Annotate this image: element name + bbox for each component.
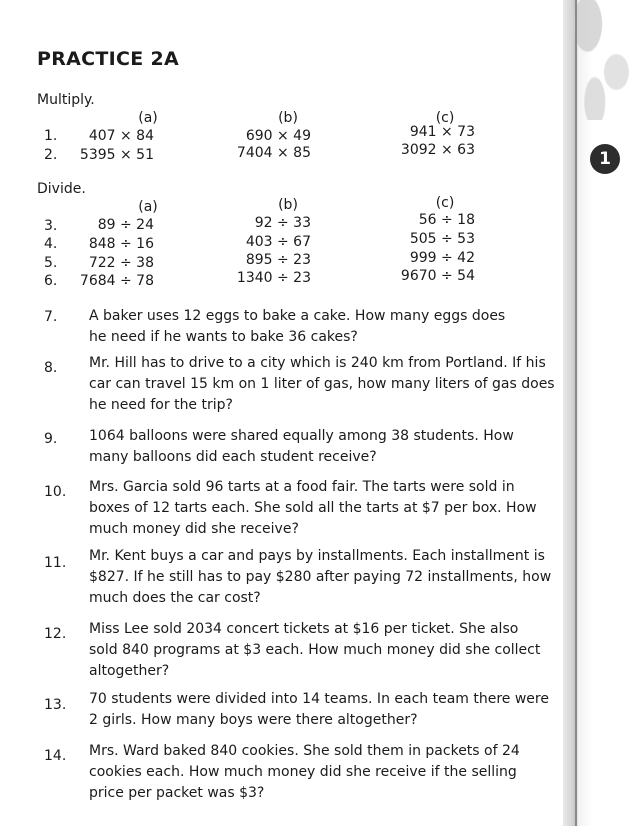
expression-c: 9670 ÷ 54 — [400, 268, 475, 284]
column-header-b: (b) — [278, 197, 298, 213]
expression-b: 92 ÷ 33 — [254, 215, 311, 231]
expression-a: 848 ÷ 16 — [88, 236, 154, 252]
expression-c: 999 ÷ 42 — [409, 250, 475, 266]
chapter-number-badge: 1 — [590, 144, 620, 174]
exercise-number: 5. — [44, 255, 58, 271]
expression-c: 3092 × 63 — [400, 142, 475, 158]
problem-number: 12. — [44, 626, 67, 642]
expression-b: 7404 × 85 — [236, 145, 311, 161]
divide-label: Divide. — [37, 181, 86, 197]
page-fold-line — [575, 0, 577, 826]
exercise-number: 6. — [44, 273, 58, 289]
column-header-c: (c) — [435, 110, 455, 126]
problem-text: Mr. Hill has to drive to a city which is 240 km from Portland. If his car can travel 15 km on 1 liter of gas, how many liters of gas does he need for the trip? — [89, 355, 555, 413]
expression-c: 941 × 73 — [409, 124, 475, 140]
expression-a: 407 × 84 — [88, 128, 154, 144]
multiply-label: Multiply. — [37, 92, 95, 108]
problem-text: Mrs. Ward baked 840 cookies. She sold them in packets of 24 cookies each. How much money did she receive if the selling price per packet was $3? — [89, 743, 520, 801]
exercise-number: 2. — [44, 147, 58, 163]
problem-number: 9. — [44, 431, 58, 447]
problem-text: 1064 balloons were shared equally among 38 students. How many balloons did each student receive? — [89, 428, 514, 465]
expression-a: 722 ÷ 38 — [88, 255, 154, 271]
problem-number: 7. — [44, 309, 58, 325]
column-header-c: (c) — [435, 195, 455, 211]
column-header-a: (a) — [138, 110, 158, 126]
problem-text: Mr. Kent buys a car and pays by installments. Each installment is $827. If he still has to pay $280 after paying 72 installments, how much does the car cost? — [89, 548, 552, 606]
expression-c: 505 ÷ 53 — [409, 231, 475, 247]
problem-number: 8. — [44, 360, 58, 376]
expression-a: 7684 ÷ 78 — [79, 273, 154, 289]
problem-text: A baker uses 12 eggs to bake a cake. How many eggs does he need if he wants to bake 36 cakes? — [89, 308, 506, 345]
problem-number: 13. — [44, 697, 67, 713]
problem-number: 11. — [44, 555, 67, 571]
problem-text: Mrs. Garcia sold 96 tarts at a food fair. The tarts were sold in boxes of 12 tarts each. She sold all the tarts at $7 per box. How much money did she receive? — [89, 479, 537, 537]
column-header-b: (b) — [278, 110, 298, 126]
exercise-number: 3. — [44, 218, 58, 234]
expression-c: 56 ÷ 18 — [418, 212, 475, 228]
column-header-a: (a) — [138, 199, 158, 215]
expression-a: 89 ÷ 24 — [97, 217, 154, 233]
exercise-number: 4. — [44, 236, 58, 252]
expression-b: 690 × 49 — [245, 128, 311, 144]
exercise-number: 1. — [44, 128, 58, 144]
problem-number: 10. — [44, 484, 67, 500]
expression-b: 895 ÷ 23 — [245, 252, 311, 268]
expression-a: 5395 × 51 — [79, 147, 154, 163]
problem-text: 70 students were divided into 14 teams. In each team there were 2 girls. How many boys were there altogether? — [89, 691, 549, 728]
page-title: PRACTICE 2A — [37, 48, 179, 70]
expression-b: 1340 ÷ 23 — [236, 270, 311, 286]
problem-number: 14. — [44, 748, 67, 764]
problem-text: Miss Lee sold 2034 concert tickets at $16 per ticket. She also sold 840 programs at $3 each. How much money did she collect altogether? — [89, 621, 541, 679]
expression-b: 403 ÷ 67 — [245, 234, 311, 250]
